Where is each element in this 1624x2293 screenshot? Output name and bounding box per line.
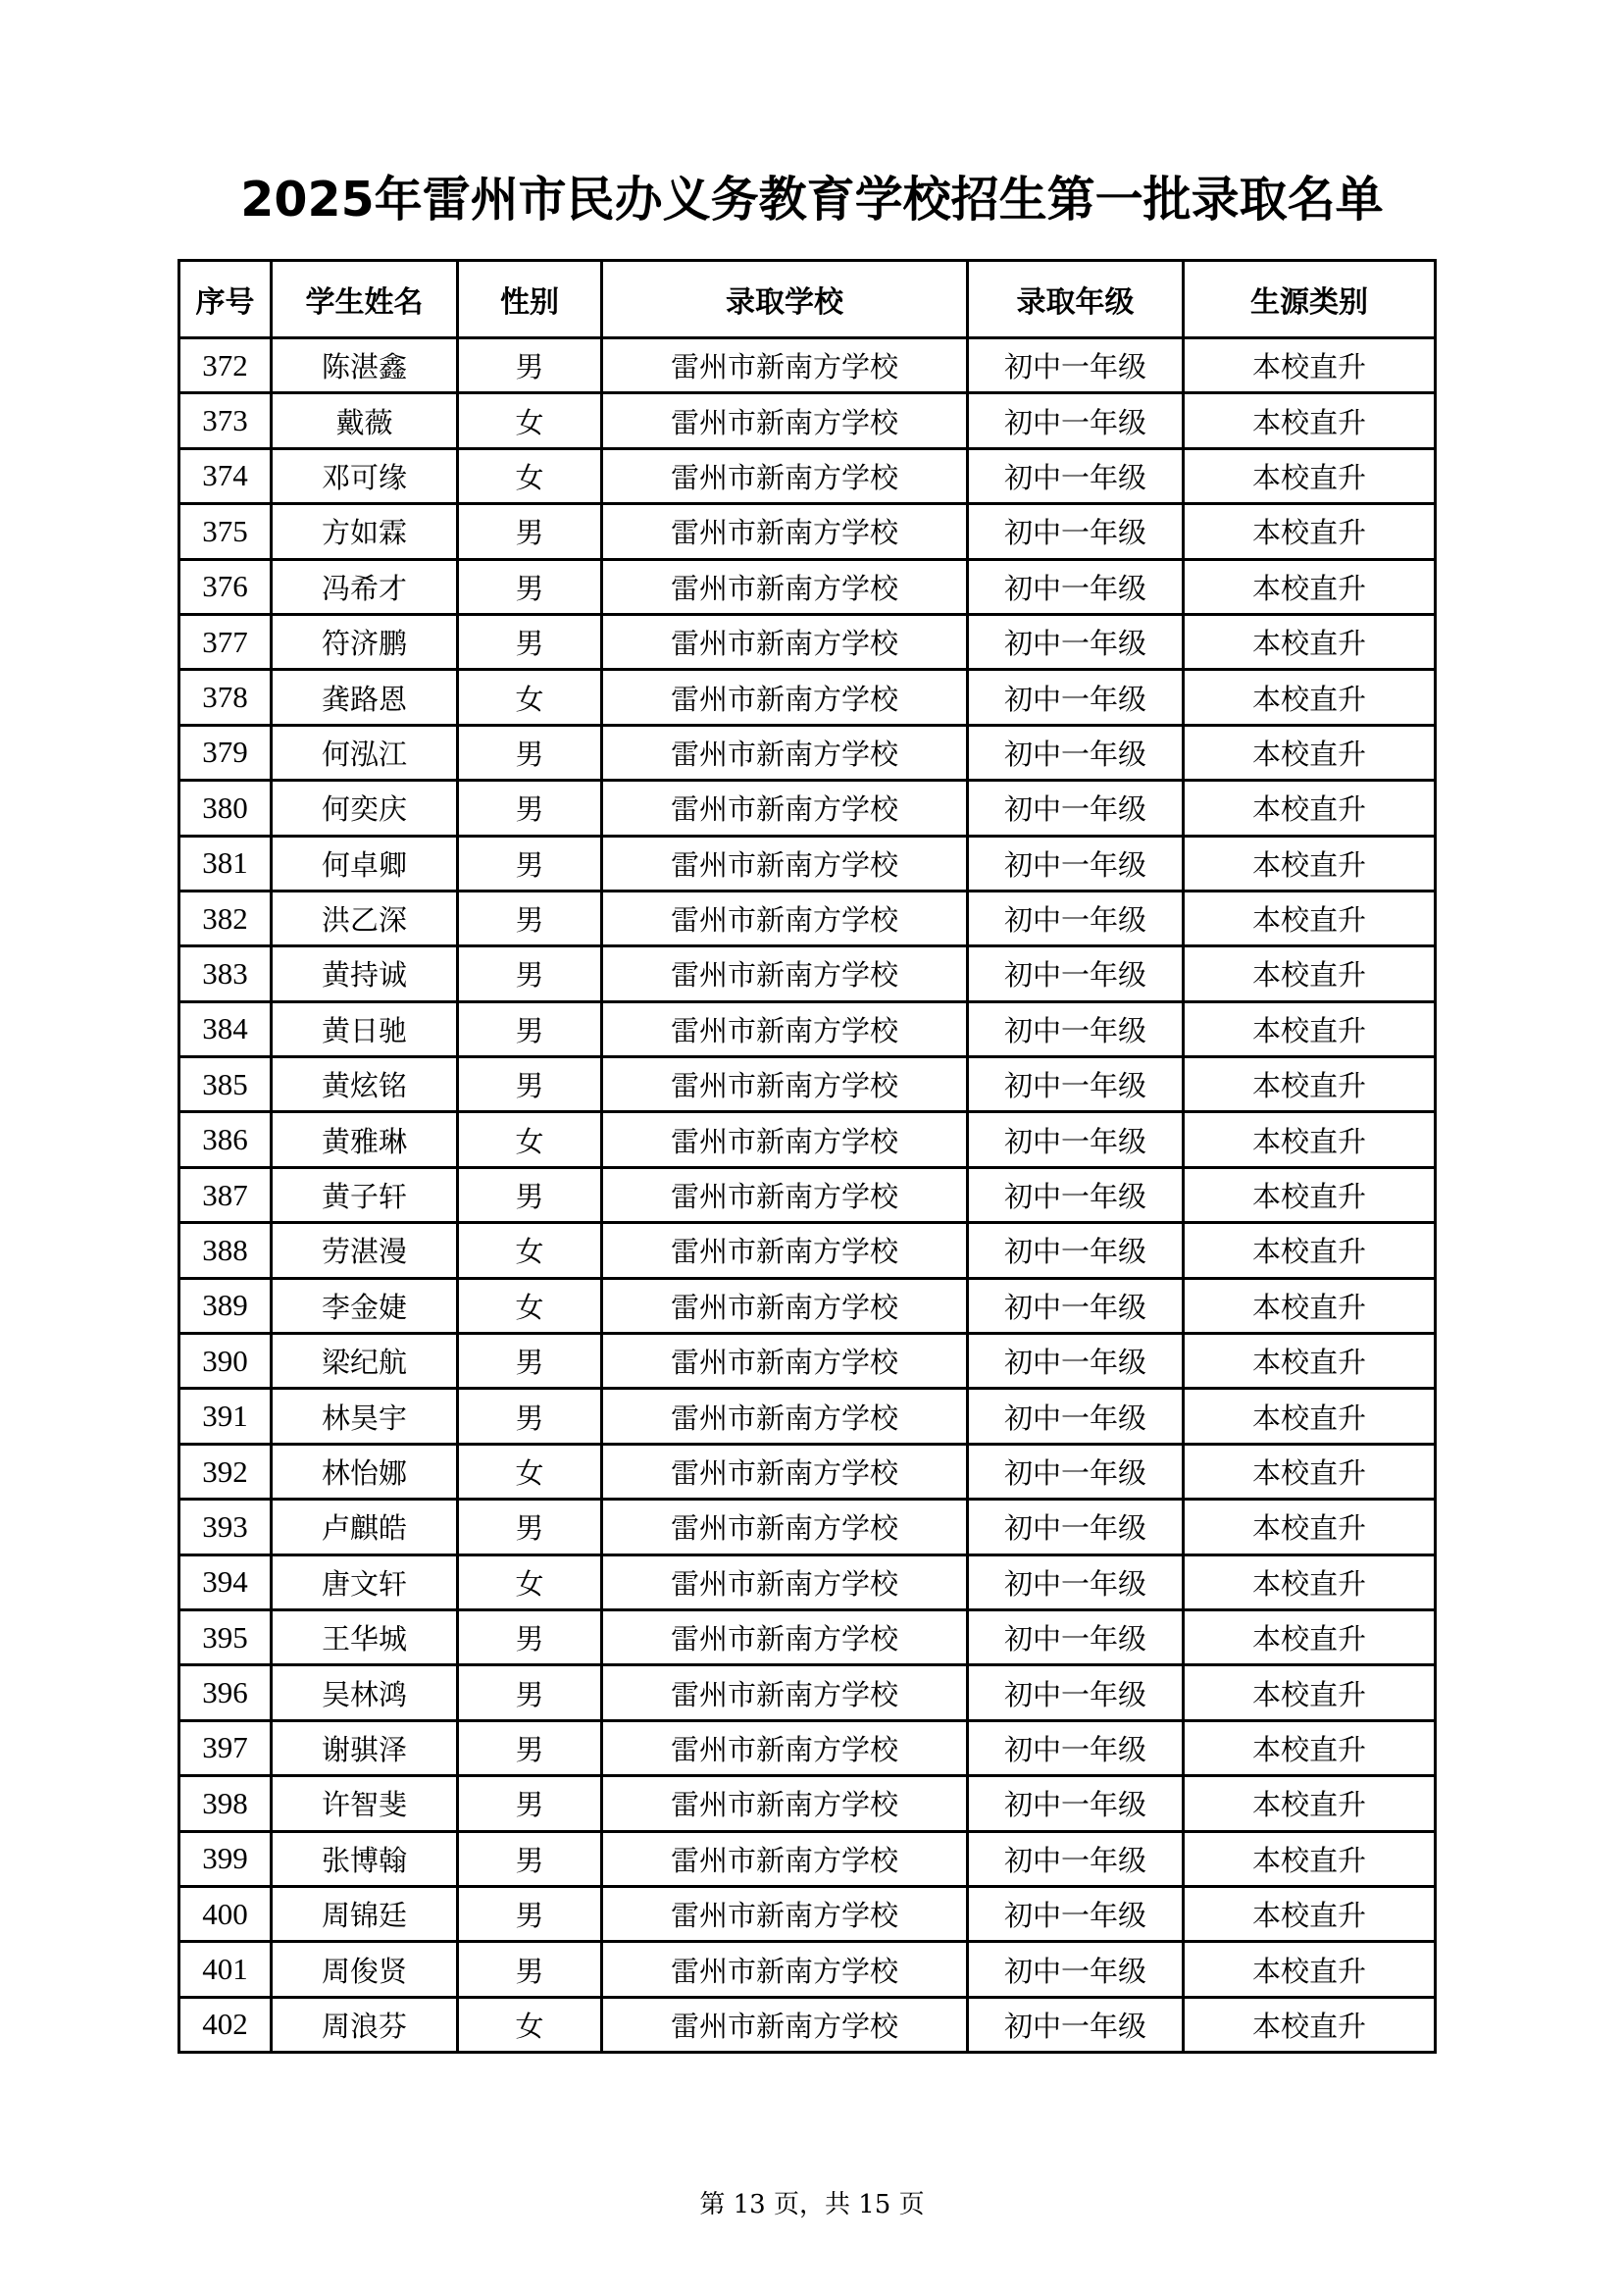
cell-school: 雷州市新南方学校 (602, 1554, 968, 1609)
cell-school: 雷州市新南方学校 (602, 946, 968, 1001)
cell-no: 397 (179, 1720, 272, 1775)
cell-grade: 初中一年级 (968, 1334, 1184, 1389)
table-row (179, 1444, 1436, 1499)
cell-source: 本校直升 (1184, 1720, 1436, 1775)
cell-school: 雷州市新南方学校 (602, 1776, 968, 1831)
cell-no: 393 (179, 1500, 272, 1554)
cell-grade: 初中一年级 (968, 393, 1184, 448)
cell-grade: 初中一年级 (968, 1609, 1184, 1664)
cell-name: 黄雅琳 (272, 1112, 458, 1167)
cell-gender: 男 (458, 1001, 602, 1056)
cell-gender: 男 (458, 1665, 602, 1720)
cell-no: 372 (179, 338, 272, 393)
cell-no: 376 (179, 559, 272, 614)
table-row (179, 891, 1436, 945)
cell-name: 洪乙深 (272, 891, 458, 945)
cell-name: 林昊宇 (272, 1389, 458, 1444)
cell-name: 唐文轩 (272, 1554, 458, 1609)
cell-gender: 男 (458, 1500, 602, 1554)
cell-name: 符济鹏 (272, 614, 458, 669)
cell-source: 本校直升 (1184, 1997, 1436, 2052)
cell-name: 黄持诚 (272, 946, 458, 1001)
cell-gender: 男 (458, 1776, 602, 1831)
cell-grade: 初中一年级 (968, 1997, 1184, 2052)
table-row (179, 670, 1436, 725)
cell-gender: 女 (458, 448, 602, 503)
cell-no: 395 (179, 1609, 272, 1664)
cell-no: 377 (179, 614, 272, 669)
cell-school: 雷州市新南方学校 (602, 836, 968, 891)
cell-name: 周浪芬 (272, 1997, 458, 2052)
table-row (179, 1942, 1436, 1997)
cell-school: 雷州市新南方学校 (602, 670, 968, 725)
cell-no: 382 (179, 891, 272, 945)
cell-source: 本校直升 (1184, 1167, 1436, 1222)
cell-school: 雷州市新南方学校 (602, 1444, 968, 1499)
cell-name: 梁纪航 (272, 1334, 458, 1389)
cell-school: 雷州市新南方学校 (602, 614, 968, 669)
cell-grade: 初中一年级 (968, 836, 1184, 891)
cell-name: 李金婕 (272, 1278, 458, 1333)
cell-source: 本校直升 (1184, 725, 1436, 780)
cell-grade: 初中一年级 (968, 1500, 1184, 1554)
cell-school: 雷州市新南方学校 (602, 1223, 968, 1278)
cell-no: 394 (179, 1554, 272, 1609)
table-row (179, 338, 1436, 393)
cell-name: 许智斐 (272, 1776, 458, 1831)
cell-source: 本校直升 (1184, 1001, 1436, 1056)
cell-gender: 男 (458, 1609, 602, 1664)
table-row (179, 1720, 1436, 1775)
cell-gender: 男 (458, 1886, 602, 1941)
table-header-row (179, 261, 1436, 338)
cell-gender: 女 (458, 1278, 602, 1333)
cell-school: 雷州市新南方学校 (602, 1720, 968, 1775)
cell-school: 雷州市新南方学校 (602, 1831, 968, 1886)
cell-source: 本校直升 (1184, 891, 1436, 945)
document-title: 2025年雷州市民办义务教育学校招生第一批录取名单 (240, 172, 1384, 228)
cell-grade: 初中一年级 (968, 1554, 1184, 1609)
cell-no: 402 (179, 1997, 272, 2052)
table-row (179, 1278, 1436, 1333)
cell-school: 雷州市新南方学校 (602, 1112, 968, 1167)
cell-name: 张博翰 (272, 1831, 458, 1886)
cell-school: 雷州市新南方学校 (602, 393, 968, 448)
cell-school: 雷州市新南方学校 (602, 1500, 968, 1554)
cell-no: 401 (179, 1942, 272, 1997)
cell-no: 396 (179, 1665, 272, 1720)
cell-grade: 初中一年级 (968, 1278, 1184, 1333)
cell-source: 本校直升 (1184, 504, 1436, 559)
table-row (179, 1334, 1436, 1389)
cell-no: 400 (179, 1886, 272, 1941)
cell-source: 本校直升 (1184, 1886, 1436, 1941)
cell-grade: 初中一年级 (968, 1665, 1184, 1720)
table-row (179, 1665, 1436, 1720)
cell-no: 390 (179, 1334, 272, 1389)
table-row (179, 1554, 1436, 1609)
cell-name: 卢麒皓 (272, 1500, 458, 1554)
cell-source: 本校直升 (1184, 1776, 1436, 1831)
cell-gender: 男 (458, 559, 602, 614)
cell-source: 本校直升 (1184, 781, 1436, 836)
cell-school: 雷州市新南方学校 (602, 1278, 968, 1333)
cell-gender: 女 (458, 670, 602, 725)
cell-source: 本校直升 (1184, 1444, 1436, 1499)
table-row (179, 1057, 1436, 1112)
table-body (179, 338, 1436, 2053)
cell-school: 雷州市新南方学校 (602, 1942, 968, 1997)
cell-source: 本校直升 (1184, 1609, 1436, 1664)
cell-grade: 初中一年级 (968, 670, 1184, 725)
cell-source: 本校直升 (1184, 1223, 1436, 1278)
table-row (179, 946, 1436, 1001)
cell-grade: 初中一年级 (968, 1223, 1184, 1278)
cell-name: 何卓卿 (272, 836, 458, 891)
cell-gender: 男 (458, 338, 602, 393)
cell-grade: 初中一年级 (968, 338, 1184, 393)
cell-gender: 男 (458, 1942, 602, 1997)
cell-gender: 男 (458, 725, 602, 780)
cell-school: 雷州市新南方学校 (602, 1389, 968, 1444)
cell-source: 本校直升 (1184, 670, 1436, 725)
cell-no: 381 (179, 836, 272, 891)
cell-no: 389 (179, 1278, 272, 1333)
column-header-no: 序号 (179, 261, 272, 338)
cell-name: 吴林鸿 (272, 1665, 458, 1720)
cell-source: 本校直升 (1184, 1942, 1436, 1997)
table-row (179, 393, 1436, 448)
cell-gender: 男 (458, 891, 602, 945)
table-row (179, 1831, 1436, 1886)
cell-grade: 初中一年级 (968, 1886, 1184, 1941)
cell-no: 388 (179, 1223, 272, 1278)
cell-source: 本校直升 (1184, 946, 1436, 1001)
cell-gender: 女 (458, 1444, 602, 1499)
cell-no: 384 (179, 1001, 272, 1056)
cell-gender: 男 (458, 1334, 602, 1389)
cell-school: 雷州市新南方学校 (602, 1609, 968, 1664)
cell-source: 本校直升 (1184, 1278, 1436, 1333)
cell-school: 雷州市新南方学校 (602, 725, 968, 780)
cell-no: 374 (179, 448, 272, 503)
cell-school: 雷州市新南方学校 (602, 1886, 968, 1941)
cell-no: 380 (179, 781, 272, 836)
table-row (179, 448, 1436, 503)
cell-name: 方如霖 (272, 504, 458, 559)
cell-gender: 男 (458, 1831, 602, 1886)
table-row (179, 1886, 1436, 1941)
cell-name: 谢骐泽 (272, 1720, 458, 1775)
cell-no: 379 (179, 725, 272, 780)
table-row (179, 1112, 1436, 1167)
cell-name: 周锦廷 (272, 1886, 458, 1941)
cell-gender: 男 (458, 1720, 602, 1775)
table-row (179, 1223, 1436, 1278)
cell-source: 本校直升 (1184, 836, 1436, 891)
cell-gender: 男 (458, 1057, 602, 1112)
column-header-name: 学生姓名 (272, 261, 458, 338)
cell-gender: 男 (458, 781, 602, 836)
admission-table (178, 259, 1437, 2054)
cell-source: 本校直升 (1184, 614, 1436, 669)
cell-source: 本校直升 (1184, 1831, 1436, 1886)
cell-source: 本校直升 (1184, 393, 1436, 448)
cell-grade: 初中一年级 (968, 1167, 1184, 1222)
column-header-grade: 录取年级 (968, 261, 1184, 338)
table-row (179, 1609, 1436, 1664)
table-row (179, 614, 1436, 669)
cell-source: 本校直升 (1184, 338, 1436, 393)
cell-name: 何奕庆 (272, 781, 458, 836)
table-row (179, 1997, 1436, 2052)
table-row (179, 559, 1436, 614)
table-row (179, 1389, 1436, 1444)
column-header-source: 生源类别 (1184, 261, 1436, 338)
cell-name: 黄日驰 (272, 1001, 458, 1056)
table-row (179, 725, 1436, 780)
cell-gender: 男 (458, 836, 602, 891)
table-row (179, 1167, 1436, 1222)
cell-name: 龚路恩 (272, 670, 458, 725)
cell-grade: 初中一年级 (968, 725, 1184, 780)
table-row (179, 1001, 1436, 1056)
cell-gender: 男 (458, 1389, 602, 1444)
cell-name: 戴薇 (272, 393, 458, 448)
cell-no: 391 (179, 1389, 272, 1444)
cell-gender: 男 (458, 1167, 602, 1222)
cell-school: 雷州市新南方学校 (602, 891, 968, 945)
cell-source: 本校直升 (1184, 1665, 1436, 1720)
cell-gender: 男 (458, 946, 602, 1001)
cell-grade: 初中一年级 (968, 891, 1184, 945)
cell-grade: 初中一年级 (968, 614, 1184, 669)
cell-grade: 初中一年级 (968, 559, 1184, 614)
column-header-school: 录取学校 (602, 261, 968, 338)
cell-no: 383 (179, 946, 272, 1001)
cell-grade: 初中一年级 (968, 1831, 1184, 1886)
cell-gender: 女 (458, 1997, 602, 2052)
cell-source: 本校直升 (1184, 1112, 1436, 1167)
cell-source: 本校直升 (1184, 1334, 1436, 1389)
cell-source: 本校直升 (1184, 1057, 1436, 1112)
cell-gender: 女 (458, 1554, 602, 1609)
cell-grade: 初中一年级 (968, 1001, 1184, 1056)
cell-grade: 初中一年级 (968, 448, 1184, 503)
cell-no: 387 (179, 1167, 272, 1222)
cell-school: 雷州市新南方学校 (602, 1001, 968, 1056)
cell-no: 398 (179, 1776, 272, 1831)
cell-grade: 初中一年级 (968, 1389, 1184, 1444)
cell-gender: 女 (458, 1112, 602, 1167)
cell-school: 雷州市新南方学校 (602, 338, 968, 393)
cell-no: 385 (179, 1057, 272, 1112)
table-row (179, 781, 1436, 836)
cell-no: 373 (179, 393, 272, 448)
cell-source: 本校直升 (1184, 448, 1436, 503)
cell-grade: 初中一年级 (968, 1942, 1184, 1997)
cell-no: 378 (179, 670, 272, 725)
cell-school: 雷州市新南方学校 (602, 781, 968, 836)
cell-source: 本校直升 (1184, 559, 1436, 614)
cell-name: 林怡娜 (272, 1444, 458, 1499)
table-row (179, 504, 1436, 559)
table-row (179, 1500, 1436, 1554)
cell-school: 雷州市新南方学校 (602, 1057, 968, 1112)
cell-gender: 女 (458, 1223, 602, 1278)
cell-name: 劳湛漫 (272, 1223, 458, 1278)
cell-grade: 初中一年级 (968, 1057, 1184, 1112)
cell-no: 375 (179, 504, 272, 559)
cell-school: 雷州市新南方学校 (602, 1334, 968, 1389)
cell-grade: 初中一年级 (968, 504, 1184, 559)
cell-gender: 女 (458, 393, 602, 448)
cell-grade: 初中一年级 (968, 781, 1184, 836)
cell-name: 黄炫铭 (272, 1057, 458, 1112)
column-header-gender: 性别 (458, 261, 602, 338)
cell-grade: 初中一年级 (968, 1444, 1184, 1499)
cell-school: 雷州市新南方学校 (602, 559, 968, 614)
page-footer: 第 13 页，共 15 页 (699, 2190, 925, 2219)
cell-no: 392 (179, 1444, 272, 1499)
cell-gender: 男 (458, 504, 602, 559)
cell-school: 雷州市新南方学校 (602, 1997, 968, 2052)
cell-no: 386 (179, 1112, 272, 1167)
cell-name: 邓可缘 (272, 448, 458, 503)
cell-source: 本校直升 (1184, 1389, 1436, 1444)
cell-school: 雷州市新南方学校 (602, 1167, 968, 1222)
cell-source: 本校直升 (1184, 1554, 1436, 1609)
cell-school: 雷州市新南方学校 (602, 504, 968, 559)
table-row (179, 1776, 1436, 1831)
cell-source: 本校直升 (1184, 1500, 1436, 1554)
cell-grade: 初中一年级 (968, 1720, 1184, 1775)
cell-grade: 初中一年级 (968, 1112, 1184, 1167)
cell-grade: 初中一年级 (968, 946, 1184, 1001)
cell-name: 冯希才 (272, 559, 458, 614)
cell-name: 王华城 (272, 1609, 458, 1664)
cell-name: 何泓江 (272, 725, 458, 780)
cell-gender: 男 (458, 614, 602, 669)
cell-school: 雷州市新南方学校 (602, 1665, 968, 1720)
cell-name: 陈湛鑫 (272, 338, 458, 393)
table-row (179, 836, 1436, 891)
cell-school: 雷州市新南方学校 (602, 448, 968, 503)
cell-name: 黄子轩 (272, 1167, 458, 1222)
cell-no: 399 (179, 1831, 272, 1886)
cell-grade: 初中一年级 (968, 1776, 1184, 1831)
cell-name: 周俊贤 (272, 1942, 458, 1997)
